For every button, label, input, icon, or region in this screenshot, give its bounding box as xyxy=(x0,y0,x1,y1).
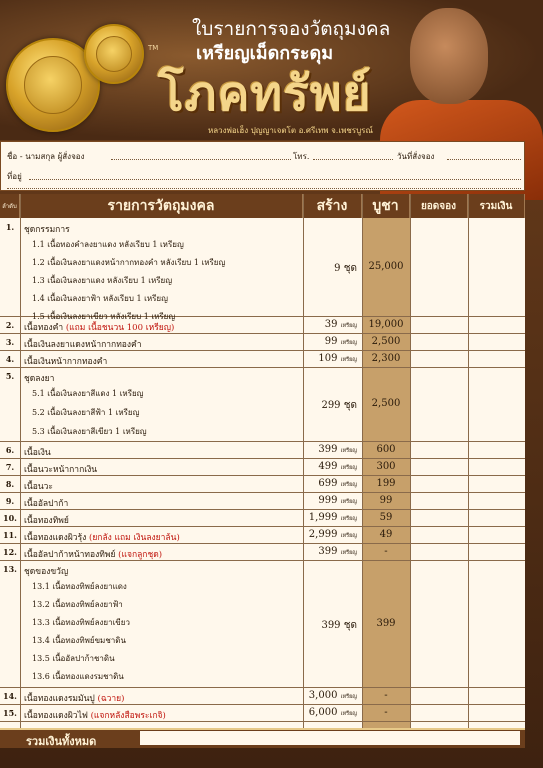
make-quantity-unit: เหรียญ xyxy=(340,323,357,329)
make-quantity xyxy=(303,512,361,523)
row-total-cell[interactable] xyxy=(469,687,525,704)
row-total-cell[interactable] xyxy=(469,441,525,458)
item-label: เนื้อทองแดงผิวรุ้ง xyxy=(24,533,87,543)
order-quantity-cell[interactable] xyxy=(411,543,467,560)
item-label: เนื้อนวะหน้ากากเงิน xyxy=(24,465,98,475)
row-number: 6. xyxy=(5,445,15,455)
make-quantity-value: 9 ชุด xyxy=(334,263,357,274)
sub-item: 1.2 เนื้อเงินลงยาแดงหน้ากากทองคำ หลังเรียบ 1 เหรียญ xyxy=(32,258,226,267)
order-quantity-cell[interactable] xyxy=(411,526,467,543)
row-total-cell[interactable] xyxy=(469,492,525,509)
item-label: เนื้อนวะ xyxy=(24,482,53,492)
sub-item: 1.1 เนื้อทองคำลงยาแดง หลังเรียบ 1 เหรียญ xyxy=(32,240,184,249)
make-quantity-value: 6,000 xyxy=(308,707,338,718)
make-quantity-unit: เหรียญ xyxy=(340,357,357,363)
order-quantity-cell[interactable] xyxy=(411,367,467,441)
price-value: 399 xyxy=(376,617,396,629)
make-quantity-value: 399 ชุด xyxy=(321,619,357,631)
row-number: 9. xyxy=(5,496,15,506)
item-name xyxy=(24,496,68,510)
row-number: 4. xyxy=(5,354,15,364)
row-number: 5. xyxy=(5,371,15,381)
make-quantity-unit: เหรียญ xyxy=(340,550,357,556)
make-quantity-unit: เหรียญ xyxy=(340,499,357,505)
price-value: 99 xyxy=(379,495,393,506)
make-quantity xyxy=(303,353,361,364)
item-label: เนื้อทองแดงรมมันปู xyxy=(24,694,95,704)
row-total-cell[interactable] xyxy=(469,367,525,441)
item-label: เนื้ออัลปาก้า xyxy=(24,499,69,509)
item-name xyxy=(24,547,162,561)
row-number: 10. xyxy=(3,513,17,523)
price-value: 19,000 xyxy=(368,319,404,330)
item-label: ชุดกรรมการ xyxy=(24,225,70,235)
item-label: เนื้อเงินลงยาแดงหน้ากากทองคำ xyxy=(24,340,142,350)
make-quantity xyxy=(303,444,361,455)
sub-item: 13.6 เนื้อทองแดงรมชาดิน xyxy=(32,672,124,681)
sub-item: 1.5 เนื้อเงินลงยาเขียว หลังเรียบ 1 เหรียญ xyxy=(32,312,176,321)
item-name xyxy=(24,462,97,476)
order-quantity-cell[interactable] xyxy=(411,333,467,350)
row-number: 12. xyxy=(3,547,17,557)
order-quantity-cell[interactable] xyxy=(411,687,467,704)
row-number: 11. xyxy=(3,530,17,540)
item-name xyxy=(24,513,69,527)
price-value: - xyxy=(384,707,388,718)
header-banner xyxy=(0,0,543,140)
make-quantity-unit: เหรียญ xyxy=(340,340,357,346)
make-quantity xyxy=(303,546,361,557)
make-quantity-unit: เหรียญ xyxy=(340,482,357,488)
date-field[interactable] xyxy=(447,159,521,160)
order-quantity-cell[interactable] xyxy=(411,560,467,687)
price-value: 59 xyxy=(379,512,393,523)
item-name xyxy=(24,530,180,544)
column-header-no: ลำดับ xyxy=(0,194,20,218)
name-label: ชื่อ - นามสกุล ผู้สั่งจอง xyxy=(7,152,85,161)
make-quantity-value: 399 xyxy=(318,546,338,557)
row-number: 1. xyxy=(5,222,15,232)
make-quantity-unit: เหรียญ xyxy=(340,516,357,522)
row-total-cell[interactable] xyxy=(469,333,525,350)
sub-item: 5.3 เนื้อเงินลงยาสีเขียว 1 เหรียญ xyxy=(32,427,147,436)
coin-series-title: เหรียญเม็ดกระดุม xyxy=(196,43,334,64)
sub-item: 5.1 เนื้อเงินลงยาสีแดง 1 เหรียญ xyxy=(32,389,144,398)
order-quantity-cell[interactable] xyxy=(411,704,467,721)
order-quantity-cell[interactable] xyxy=(411,218,467,316)
address-field-line-1[interactable] xyxy=(29,179,521,180)
row-number: 8. xyxy=(5,479,15,489)
row-total-cell[interactable] xyxy=(469,543,525,560)
item-label: เนื้ออัลปาก้าหน้าทองทิพย์ xyxy=(24,550,116,560)
order-quantity-cell[interactable] xyxy=(411,350,467,367)
coin-back-image xyxy=(84,24,144,84)
make-quantity-unit: เหรียญ xyxy=(340,694,357,700)
row-total-cell[interactable] xyxy=(469,509,525,526)
item-promo-note: (ยกลัง แถม เงินลงยาล้น) xyxy=(89,533,180,543)
customer-info-box xyxy=(0,141,525,191)
column-header-make: สร้าง xyxy=(303,194,362,218)
make-quantity xyxy=(303,690,361,701)
item-label: เนื้อเงินหน้ากากทองคำ xyxy=(24,357,108,367)
sub-item: 1.4 เนื้อเงินลงยาฟ้า หลังเรียบ 1 เหรียญ xyxy=(32,294,168,303)
make-quantity xyxy=(303,495,361,506)
make-quantity-value: 399 xyxy=(318,444,338,455)
order-quantity-cell[interactable] xyxy=(411,475,467,492)
address-field-line-2[interactable] xyxy=(7,188,521,189)
coin-name-title: โภคทรัพย์ xyxy=(158,66,372,122)
make-quantity xyxy=(303,336,361,347)
phone-label: โทร. xyxy=(293,152,310,161)
make-quantity xyxy=(303,478,361,489)
price-value: - xyxy=(384,546,388,557)
row-number: 7. xyxy=(5,462,15,472)
price-value: 199 xyxy=(376,478,396,489)
price-column-fill xyxy=(362,218,410,728)
item-name xyxy=(24,354,107,368)
item-name xyxy=(24,691,124,705)
price-value: 49 xyxy=(379,529,393,540)
row-total-cell[interactable] xyxy=(469,704,525,721)
phone-field[interactable] xyxy=(313,159,393,160)
address-label: ที่อยู่ xyxy=(7,172,22,181)
make-quantity-unit: เหรียญ xyxy=(340,533,357,539)
price-value: - xyxy=(384,690,388,701)
sub-item: 13.4 เนื้อทองทิพย์ขมชาดิน xyxy=(32,636,126,645)
make-quantity xyxy=(303,319,361,330)
make-quantity-value: 299 ชุด xyxy=(321,400,357,411)
item-name xyxy=(24,337,142,351)
make-quantity xyxy=(303,398,361,413)
row-total-cell[interactable] xyxy=(469,218,525,316)
row-total-cell[interactable] xyxy=(469,316,525,333)
price-value: 600 xyxy=(376,444,396,455)
column-header-item: รายการวัตถุมงคล xyxy=(20,194,303,218)
order-quantity-cell[interactable] xyxy=(411,492,467,509)
make-quantity xyxy=(303,618,361,633)
item-name xyxy=(24,564,68,578)
make-quantity-value: 699 xyxy=(318,478,338,489)
form-title: ใบรายการจองวัตถุมงคล xyxy=(192,18,391,40)
sub-item: 13.1 เนื้อทองทิพย์ลงยาแดง xyxy=(32,582,127,591)
make-quantity xyxy=(303,529,361,540)
item-label: เนื้อทองแดงผิวไฟ xyxy=(24,711,88,721)
row-number: 14. xyxy=(3,691,17,701)
price-value: 2,500 xyxy=(371,336,401,347)
sub-item: 5.2 เนื้อเงินลงยาสีฟ้า 1 เหรียญ xyxy=(32,408,140,417)
column-header-total: รวมเงิน xyxy=(468,194,525,218)
make-quantity-value: 999 xyxy=(318,495,338,506)
make-quantity-unit: เหรียญ xyxy=(340,448,357,454)
row-total-cell[interactable] xyxy=(469,475,525,492)
price-value: 25,000 xyxy=(368,261,404,272)
row-total-cell[interactable] xyxy=(469,350,525,367)
trademark-mark: TM xyxy=(148,44,159,52)
make-quantity-value: 1,999 xyxy=(308,512,338,523)
price-value: 2,500 xyxy=(371,398,401,409)
name-field[interactable] xyxy=(111,159,291,160)
item-promo-note: (ฉวาย) xyxy=(97,694,125,704)
item-promo-note: (แจกหลังสือพระเกจิ) xyxy=(90,711,166,721)
make-quantity-unit: เหรียญ xyxy=(340,711,357,717)
order-quantity-cell[interactable] xyxy=(411,509,467,526)
row-total-cell[interactable] xyxy=(469,560,525,687)
column-header-price: บูชา xyxy=(362,194,410,218)
item-label: ชุดลงยา xyxy=(24,374,55,384)
sub-item: 13.5 เนื้ออัลปาก้าชาดิน xyxy=(32,654,115,663)
row-total-cell[interactable] xyxy=(469,526,525,543)
make-quantity-value: 99 xyxy=(324,336,338,347)
price-value: 2,300 xyxy=(371,353,401,364)
item-promo-note: (แจกลูกชุด) xyxy=(118,550,163,560)
item-label: เนื้อทองคำ xyxy=(24,323,64,333)
item-name xyxy=(24,320,174,334)
make-quantity-value: 499 xyxy=(318,461,338,472)
item-name xyxy=(24,708,166,722)
grand-total-field[interactable] xyxy=(140,731,520,745)
make-quantity-value: 3,000 xyxy=(308,690,338,701)
sub-item: 13.2 เนื้อทองทิพย์ลงยาฟ้า xyxy=(32,600,123,609)
grand-total-label: รวมเงินทั้งหมด xyxy=(26,735,97,748)
order-quantity-cell[interactable] xyxy=(411,441,467,458)
make-quantity-unit: เหรียญ xyxy=(340,465,357,471)
row-number: 2. xyxy=(5,320,15,330)
make-quantity xyxy=(303,261,361,276)
make-quantity xyxy=(303,707,361,718)
price-value: 300 xyxy=(376,461,396,472)
order-quantity-cell[interactable] xyxy=(411,316,467,333)
item-label: เนื้อทองทิพย์ xyxy=(24,516,69,526)
row-total-cell[interactable] xyxy=(469,458,525,475)
item-promo-note: (แถม เนื้อชนวน 100 เหรียญ) xyxy=(65,323,175,333)
sub-item: 13.3 เนื้อทองทิพย์ลงยาเขียว xyxy=(32,618,130,627)
make-quantity-value: 109 xyxy=(318,353,338,364)
row-number: 15. xyxy=(3,708,17,718)
item-label: ชุดของขวัญ xyxy=(24,567,69,577)
row-number: 13. xyxy=(3,564,17,574)
row-number: 3. xyxy=(5,337,15,347)
make-quantity xyxy=(303,461,361,472)
order-quantity-cell[interactable] xyxy=(411,458,467,475)
make-quantity-value: 39 xyxy=(324,319,338,330)
item-name xyxy=(24,371,54,385)
item-label: เนื้อเงิน xyxy=(24,448,51,458)
column-header-order: ยอดจอง xyxy=(410,194,468,218)
item-name xyxy=(24,222,70,236)
make-quantity-value: 2,999 xyxy=(308,529,338,540)
item-name xyxy=(24,445,51,459)
order-table xyxy=(0,194,525,728)
monk-name-line: หลวงพ่อเฮ็ง ปุญญาเจตโต อ.ศรีเทพ จ.เพชรบูรณ์ xyxy=(208,126,373,135)
sub-item: 1.3 เนื้อเงินลงยาแดง หลังเรียบ 1 เหรียญ xyxy=(32,276,173,285)
item-name xyxy=(24,479,53,493)
date-label: วันที่สั่งจอง xyxy=(397,152,435,161)
